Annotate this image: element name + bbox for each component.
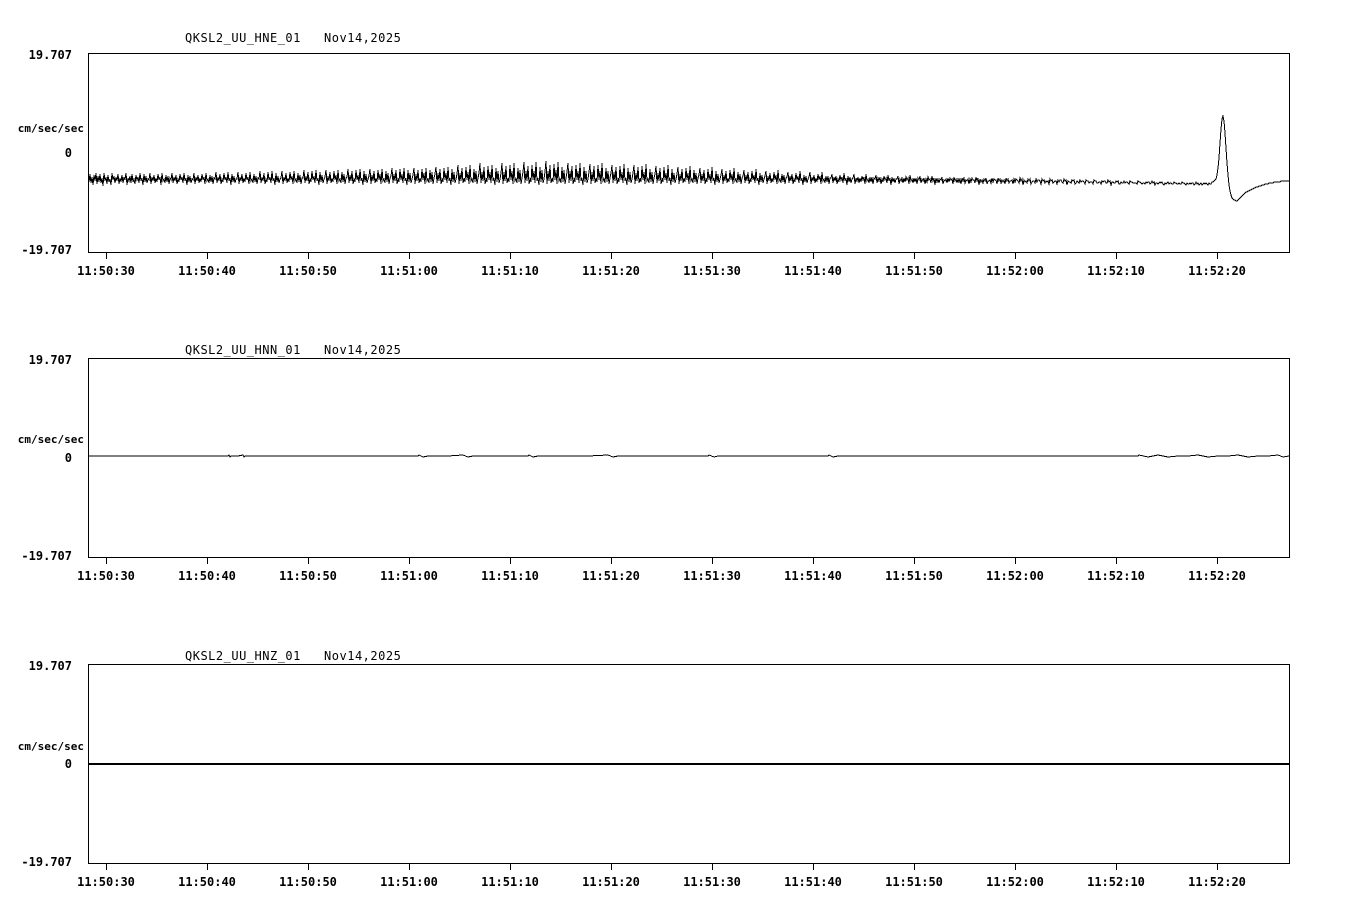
- panel-hne-xtick-mark: [611, 253, 612, 259]
- panel-hne-xtick-mark: [409, 253, 410, 259]
- panel-hne-xtick-mark: [308, 253, 309, 259]
- panel-hnn-ytick-mid: 0: [64, 451, 72, 465]
- panel-hnz-xtick-mark: [207, 864, 208, 870]
- panel-hnn-xtick-mark: [1116, 558, 1117, 564]
- panel-hnn-title: QKSL2_UU_HNN_01 Nov14,2025: [185, 343, 402, 357]
- panel-hnz-xtick-mark: [611, 864, 612, 870]
- panel-hnz-ytick-top: 19.707: [28, 659, 72, 673]
- panel-hnn-xtick-label: 11:51:50: [885, 569, 943, 583]
- panel-hnz-xtick-mark: [308, 864, 309, 870]
- panel-hnz-xtick-mark: [510, 864, 511, 870]
- panel-hnn-xtick-label: 11:51:30: [683, 569, 741, 583]
- panel-hnn-xtick-label: 11:50:30: [77, 569, 135, 583]
- panel-hnz-xtick-label: 11:52:10: [1087, 875, 1145, 889]
- panel-hnz-xtick-label: 11:51:20: [582, 875, 640, 889]
- panel-hnn-xtick-mark: [712, 558, 713, 564]
- panel-hne-xtick-label: 11:51:30: [683, 264, 741, 278]
- panel-hne-xtick-label: 11:51:50: [885, 264, 943, 278]
- panel-hnz-xtick-label: 11:51:40: [784, 875, 842, 889]
- panel-hnz-xtick-label: 11:52:00: [986, 875, 1044, 889]
- panel-hne-xtick-label: 11:50:30: [77, 264, 135, 278]
- panel-hne: [0, 0, 1358, 300]
- panel-hne-ytick-mid: 0: [64, 146, 72, 160]
- panel-hne-xtick-label: 11:50:50: [279, 264, 337, 278]
- panel-hnz-ytick-bottom: -19.707: [21, 855, 72, 869]
- panel-hnn: [0, 302, 1358, 602]
- panel-hnz-xtick-label: 11:51:10: [481, 875, 539, 889]
- panel-hnn-xtick-label: 11:52:10: [1087, 569, 1145, 583]
- panel-hnz-xtick-label: 11:50:30: [77, 875, 135, 889]
- panel-hnz-xtick-label: 11:50:50: [279, 875, 337, 889]
- panel-hnz-trace: [88, 664, 1290, 864]
- panel-hne-ytick-top: 19.707: [28, 48, 72, 62]
- panel-hnn-xtick-label: 11:52:00: [986, 569, 1044, 583]
- panel-hne-title: QKSL2_UU_HNE_01 Nov14,2025: [185, 31, 402, 45]
- panel-hnn-ytick-bottom: -19.707: [21, 549, 72, 563]
- panel-hnz-xtick-mark: [409, 864, 410, 870]
- panel-hnn-xtick-mark: [308, 558, 309, 564]
- panel-hnz-ytick-mid: 0: [64, 757, 72, 771]
- panel-hnz-xtick-mark: [813, 864, 814, 870]
- panel-hnz-xtick-label: 11:51:50: [885, 875, 943, 889]
- panel-hne-xtick-mark: [207, 253, 208, 259]
- panel-hne-xtick-mark: [106, 253, 107, 259]
- panel-hnz-title: QKSL2_UU_HNZ_01 Nov14,2025: [185, 649, 402, 663]
- panel-hnz-xtick-mark: [106, 864, 107, 870]
- panel-hnn-trace: [88, 358, 1290, 558]
- panel-hne-xtick-mark: [1116, 253, 1117, 259]
- panel-hnn-xtick-mark: [1015, 558, 1016, 564]
- panel-hne-ytick-bottom: -19.707: [21, 243, 72, 257]
- panel-hnz-xtick-mark: [1116, 864, 1117, 870]
- panel-hne-xtick-mark: [1217, 253, 1218, 259]
- panel-hnz-xtick-mark: [1015, 864, 1016, 870]
- panel-hnn-xtick-mark: [1217, 558, 1218, 564]
- panel-hnn-xtick-label: 11:51:00: [380, 569, 438, 583]
- panel-hnz: [0, 604, 1358, 924]
- panel-hne-units-label: cm/sec/sec: [17, 122, 84, 135]
- panel-hne-xtick-label: 11:51:10: [481, 264, 539, 278]
- panel-hne-xtick-mark: [510, 253, 511, 259]
- panel-hnn-xtick-label: 11:51:10: [481, 569, 539, 583]
- panel-hnn-xtick-mark: [813, 558, 814, 564]
- panel-hnn-xtick-label: 11:51:20: [582, 569, 640, 583]
- panel-hnz-xtick-label: 11:52:20: [1188, 875, 1246, 889]
- panel-hnn-xtick-label: 11:51:40: [784, 569, 842, 583]
- panel-hnn-xtick-mark: [914, 558, 915, 564]
- panel-hne-xtick-label: 11:52:10: [1087, 264, 1145, 278]
- panel-hne-xtick-mark: [1015, 253, 1016, 259]
- panel-hnn-xtick-label: 11:50:50: [279, 569, 337, 583]
- panel-hnn-xtick-mark: [409, 558, 410, 564]
- panel-hnn-xtick-mark: [510, 558, 511, 564]
- panel-hne-xtick-label: 11:51:20: [582, 264, 640, 278]
- panel-hnz-xtick-label: 11:50:40: [178, 875, 236, 889]
- panel-hnn-units-label: cm/sec/sec: [17, 433, 84, 446]
- panel-hnz-units-label: cm/sec/sec: [17, 740, 84, 753]
- panel-hne-xtick-label: 11:50:40: [178, 264, 236, 278]
- panel-hnz-xtick-mark: [712, 864, 713, 870]
- panel-hnn-xtick-label: 11:52:20: [1188, 569, 1246, 583]
- panel-hne-xtick-label: 11:51:00: [380, 264, 438, 278]
- panel-hne-xtick-mark: [914, 253, 915, 259]
- panel-hnn-xtick-mark: [106, 558, 107, 564]
- panel-hnn-ytick-top: 19.707: [28, 353, 72, 367]
- panel-hnn-xtick-label: 11:50:40: [178, 569, 236, 583]
- panel-hnz-xtick-mark: [914, 864, 915, 870]
- panel-hne-trace: [88, 53, 1290, 253]
- panel-hnn-xtick-mark: [611, 558, 612, 564]
- panel-hne-xtick-mark: [712, 253, 713, 259]
- panel-hnz-xtick-mark: [1217, 864, 1218, 870]
- panel-hne-xtick-label: 11:52:20: [1188, 264, 1246, 278]
- panel-hne-xtick-label: 11:52:00: [986, 264, 1044, 278]
- panel-hnn-xtick-mark: [207, 558, 208, 564]
- panel-hne-xtick-mark: [813, 253, 814, 259]
- panel-hnz-xtick-label: 11:51:00: [380, 875, 438, 889]
- panel-hnz-xtick-label: 11:51:30: [683, 875, 741, 889]
- panel-hne-xtick-label: 11:51:40: [784, 264, 842, 278]
